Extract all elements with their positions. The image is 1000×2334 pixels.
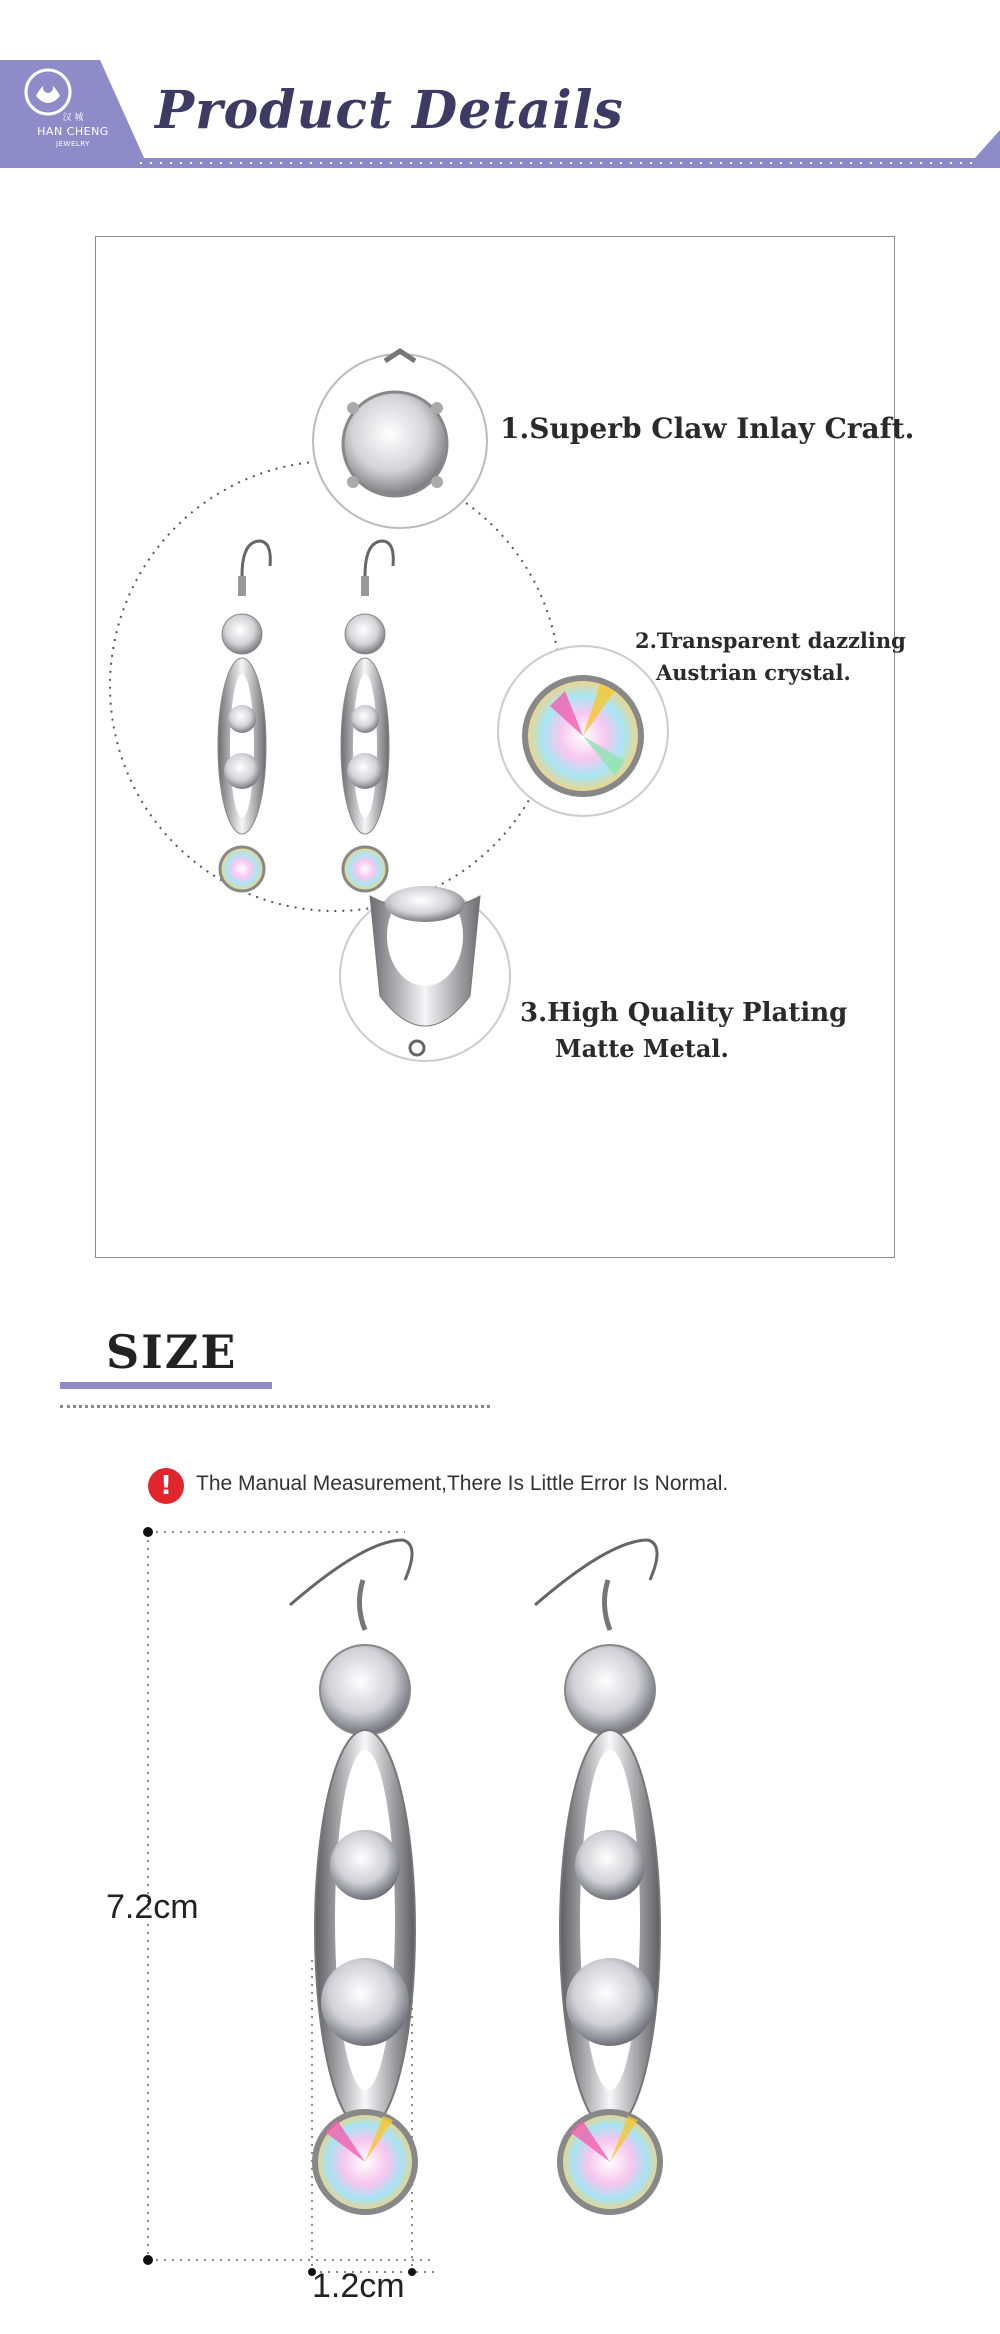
- feature-1-text: 1.Superb Claw Inlay Craft.: [500, 412, 915, 445]
- logo-chinese-text: 汉 城: [62, 113, 84, 123]
- feature-3-line1: 3.High Quality Plating: [520, 998, 848, 1028]
- length-measurement: 7.2cm: [106, 1888, 199, 1926]
- earring-pair-small: [218, 541, 393, 891]
- feature-2-line2: Austrian crystal.: [656, 660, 851, 685]
- feature-2-line1: 2.Transparent dazzling: [635, 628, 906, 653]
- size-dotted-divider: [60, 1405, 490, 1408]
- exclamation-icon: !: [148, 1468, 184, 1504]
- size-title-underline: [60, 1382, 272, 1389]
- logo-sub-text: JEWELRY: [56, 140, 90, 148]
- size-earring-illustration: [0, 1520, 1000, 2334]
- logo-brand-text: HAN CHENG: [37, 125, 109, 138]
- measurement-notice: The Manual Measurement,There Is Little Error Is Normal.: [196, 1472, 729, 1495]
- zoom-plating: [340, 886, 510, 1061]
- width-measurement: 1.2cm: [312, 2267, 405, 2305]
- zoom-crystal: [498, 646, 668, 816]
- feature-3-line2: Matte Metal.: [555, 1034, 729, 1063]
- zoom-claw-inlay: [313, 351, 487, 528]
- size-section-title: SIZE: [106, 1325, 238, 1379]
- page-title: Product Details: [155, 80, 624, 141]
- product-detail-illustration: [95, 236, 895, 1258]
